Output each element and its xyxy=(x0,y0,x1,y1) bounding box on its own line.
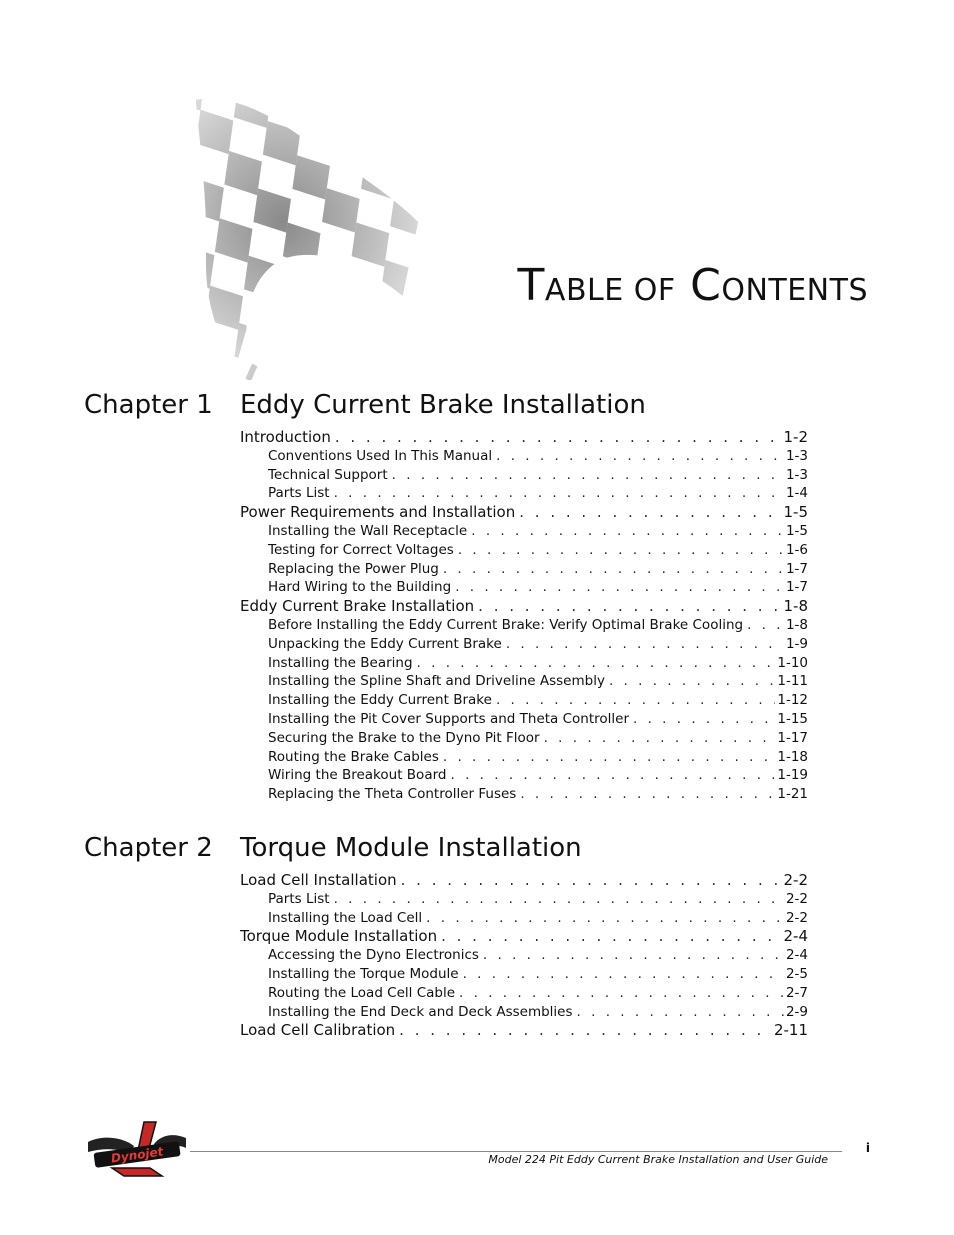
title-initial-2: C xyxy=(690,260,722,311)
entry-page-number: 2-2 xyxy=(785,909,808,926)
dot-leader xyxy=(417,654,776,673)
chapter-title: Eddy Current Brake Installation xyxy=(240,390,646,420)
toc-subsection-entry[interactable] xyxy=(240,909,808,928)
entry-page-number: 1-7 xyxy=(785,560,808,577)
entry-title: Unpacking the Eddy Current Brake xyxy=(268,635,502,652)
entry-title: Hard Wiring to the Building xyxy=(268,579,452,596)
chapter-number: Chapter 1 xyxy=(84,390,213,420)
flag-check xyxy=(341,290,380,334)
dot-leader xyxy=(496,691,775,710)
entry-title: Installing the Eddy Current Brake xyxy=(268,692,492,709)
flag-check xyxy=(263,357,302,380)
dot-leader xyxy=(478,597,781,616)
toc-section-entry[interactable] xyxy=(240,1021,808,1040)
toc-subsection-entry[interactable] xyxy=(240,447,808,466)
flag-check xyxy=(195,353,234,380)
flag-check xyxy=(273,290,312,334)
flag-check xyxy=(370,327,409,371)
entry-page-number: 1-6 xyxy=(785,541,808,558)
entry-page-number: 1-17 xyxy=(777,729,808,746)
toc-subsection-entry[interactable] xyxy=(240,946,808,965)
flag-check xyxy=(427,166,430,210)
chapter-1-entries xyxy=(240,428,808,804)
entry-title: Technical Support xyxy=(268,466,388,483)
entry-page-number: 1-18 xyxy=(777,748,808,765)
toc-subsection-entry[interactable] xyxy=(240,541,808,560)
toc-subsection-entry[interactable] xyxy=(240,984,808,1003)
dot-leader xyxy=(334,484,784,503)
flag-check xyxy=(418,234,430,278)
flag-check xyxy=(301,95,340,132)
flag-check xyxy=(160,379,196,380)
entry-title: Parts List xyxy=(268,890,330,907)
entry-page-number: 1-5 xyxy=(783,503,808,522)
entry-title: Installing the End Deck and Deck Assemblies xyxy=(268,1003,573,1020)
dot-leader xyxy=(459,984,784,1003)
entry-page-number: 1-15 xyxy=(777,710,808,727)
entry-page-number: 1-5 xyxy=(785,522,808,539)
toc-subsection-entry[interactable] xyxy=(240,616,808,635)
entry-title: Before Installing the Eddy Current Brake: Verify Optimal Brake Cooling xyxy=(268,616,744,633)
footer-rule xyxy=(190,1151,842,1152)
flag-check xyxy=(370,95,409,132)
dot-leader xyxy=(577,1003,784,1022)
toc-subsection-entry[interactable] xyxy=(240,691,808,710)
toc-subsection-entry[interactable] xyxy=(240,654,808,673)
dot-leader xyxy=(401,871,782,890)
toc-subsection-entry[interactable] xyxy=(240,710,808,729)
flag-check xyxy=(302,323,341,367)
entry-page-number: 1-8 xyxy=(785,616,808,633)
toc-subsection-entry[interactable] xyxy=(240,766,808,785)
entry-page-number: 2-11 xyxy=(773,1021,808,1040)
footer-guide-title: Model 224 Pit Eddy Current Brake Installation and User Guide xyxy=(488,1153,828,1166)
dot-leader xyxy=(747,616,784,635)
entry-title: Installing the Torque Module xyxy=(268,965,459,982)
toc-subsection-entry[interactable] xyxy=(240,578,808,597)
entry-page-number: 2-2 xyxy=(783,871,808,889)
dot-leader xyxy=(544,729,776,748)
entry-page-number: 2-4 xyxy=(785,947,808,964)
dot-leader xyxy=(633,710,775,729)
entry-page-number: 2-4 xyxy=(783,927,808,946)
entry-title: Installing the Spline Shaft and Driveline Assembly xyxy=(268,673,605,690)
dot-leader xyxy=(335,428,782,447)
entry-page-number: 1-21 xyxy=(777,786,808,803)
entry-title: Wiring the Breakout Board xyxy=(268,767,447,784)
entry-page-number: 1-12 xyxy=(777,692,808,709)
entry-page-number: 2-2 xyxy=(785,890,808,907)
entry-title: Installing the Load Cell xyxy=(268,909,423,926)
dot-leader xyxy=(471,522,784,541)
dot-leader xyxy=(458,541,784,560)
entry-title: Securing the Brake to the Dyno Pit Floor xyxy=(268,729,540,746)
entry-title: Testing for Correct Voltages xyxy=(268,541,454,558)
dot-leader xyxy=(443,748,775,767)
dot-leader xyxy=(506,635,784,654)
toc-subsection-entry[interactable] xyxy=(240,522,808,541)
entry-page-number: 1-2 xyxy=(783,428,808,446)
toc-subsection-entry[interactable] xyxy=(240,890,808,909)
dot-leader xyxy=(334,890,784,909)
toc-section-entry[interactable] xyxy=(240,927,808,946)
entry-title: Installing the Wall Receptacle xyxy=(268,522,468,539)
entry-title: Conventions Used In This Manual xyxy=(268,447,493,464)
entry-page-number: 2-7 xyxy=(785,984,808,1001)
checkered-flag-icon xyxy=(160,95,430,380)
entry-page-number: 1-3 xyxy=(785,466,808,483)
entry-title: Introduction xyxy=(240,428,331,446)
dot-leader xyxy=(426,909,784,928)
chapter-2-entries xyxy=(240,871,808,1040)
dot-leader xyxy=(399,1021,772,1040)
logo-text: Dynojet xyxy=(110,1144,165,1166)
dot-leader xyxy=(483,946,784,965)
flag-check xyxy=(399,125,430,169)
entry-title: Installing the Bearing xyxy=(268,654,413,671)
entry-title: Replacing the Power Plug xyxy=(268,560,439,577)
chapter-title: Torque Module Installation xyxy=(240,833,582,863)
toc-subsection-entry[interactable] xyxy=(240,729,808,748)
toc-subsection-entry[interactable] xyxy=(240,1003,808,1022)
page-number: i xyxy=(865,1141,870,1155)
toc-section-entry[interactable] xyxy=(240,503,808,522)
dot-leader xyxy=(496,447,784,466)
entry-title: Parts List xyxy=(268,485,330,502)
dot-leader xyxy=(463,965,784,984)
flag-check xyxy=(160,134,196,178)
flag-check xyxy=(408,301,430,345)
dot-leader xyxy=(392,466,784,485)
dot-leader xyxy=(609,672,775,691)
flag-check xyxy=(312,256,351,300)
toc-subsection-entry[interactable] xyxy=(240,965,808,984)
entry-page-number: 1-4 xyxy=(785,485,808,502)
dot-leader xyxy=(519,503,781,522)
entry-page-number: 1-3 xyxy=(785,447,808,464)
entry-page-number: 2-9 xyxy=(785,1003,808,1020)
title-rest-1: ABLE OF xyxy=(544,273,676,308)
toc-subsection-entry[interactable] xyxy=(240,635,808,654)
entry-page-number: 1-9 xyxy=(785,635,808,652)
dynojet-logo-icon xyxy=(84,1120,190,1180)
entry-title: Eddy Current Brake Installation xyxy=(240,597,475,616)
entry-title: Routing the Brake Cables xyxy=(268,748,439,765)
flag-check xyxy=(399,368,430,380)
entry-page-number: 1-8 xyxy=(783,597,808,616)
page-title xyxy=(518,260,868,311)
entry-title: Routing the Load Cell Cable xyxy=(268,984,456,1001)
dot-leader xyxy=(520,785,775,804)
title-rest-2: ONTENTS xyxy=(721,273,868,308)
chapter-number: Chapter 2 xyxy=(84,833,213,863)
flag-check xyxy=(332,357,371,380)
entry-title: Load Cell Calibration xyxy=(240,1021,396,1040)
dot-leader xyxy=(441,927,781,946)
dot-leader xyxy=(443,560,784,579)
flag-check xyxy=(160,268,178,312)
entry-page-number: 1-10 xyxy=(777,654,808,671)
entry-title: Replacing the Theta Controller Fuses xyxy=(268,786,517,803)
entry-page-number: 1-11 xyxy=(777,673,808,690)
toc-subsection-entry[interactable] xyxy=(240,748,808,767)
toc-subsection-entry[interactable] xyxy=(240,466,808,485)
toc-section-entry[interactable] xyxy=(240,428,808,447)
flag-check xyxy=(331,121,370,165)
toc-subsection-entry[interactable] xyxy=(240,560,808,579)
entry-page-number: 1-7 xyxy=(785,579,808,596)
toc-subsection-entry[interactable] xyxy=(240,672,808,691)
flag-check xyxy=(160,201,187,245)
dot-leader xyxy=(450,766,775,785)
entry-title: Load Cell Installation xyxy=(240,871,397,889)
entry-title: Torque Module Installation xyxy=(240,927,438,946)
flag-check xyxy=(167,312,206,356)
toc-subsection-entry[interactable] xyxy=(240,785,808,804)
flag-check xyxy=(160,336,168,380)
entry-title: Accessing the Dyno Electronics xyxy=(268,947,479,964)
toc-subsection-entry[interactable] xyxy=(240,484,808,503)
title-initial-1: T xyxy=(517,260,545,311)
toc-section-entry[interactable] xyxy=(240,871,808,890)
entry-page-number: 2-5 xyxy=(785,965,808,982)
dot-leader xyxy=(455,578,784,597)
entry-title: Installing the Pit Cover Supports and Theta Controller xyxy=(268,710,630,727)
entry-page-number: 1-19 xyxy=(777,767,808,784)
toc-section-entry[interactable] xyxy=(240,597,808,616)
entry-title: Power Requirements and Installation xyxy=(240,503,516,522)
